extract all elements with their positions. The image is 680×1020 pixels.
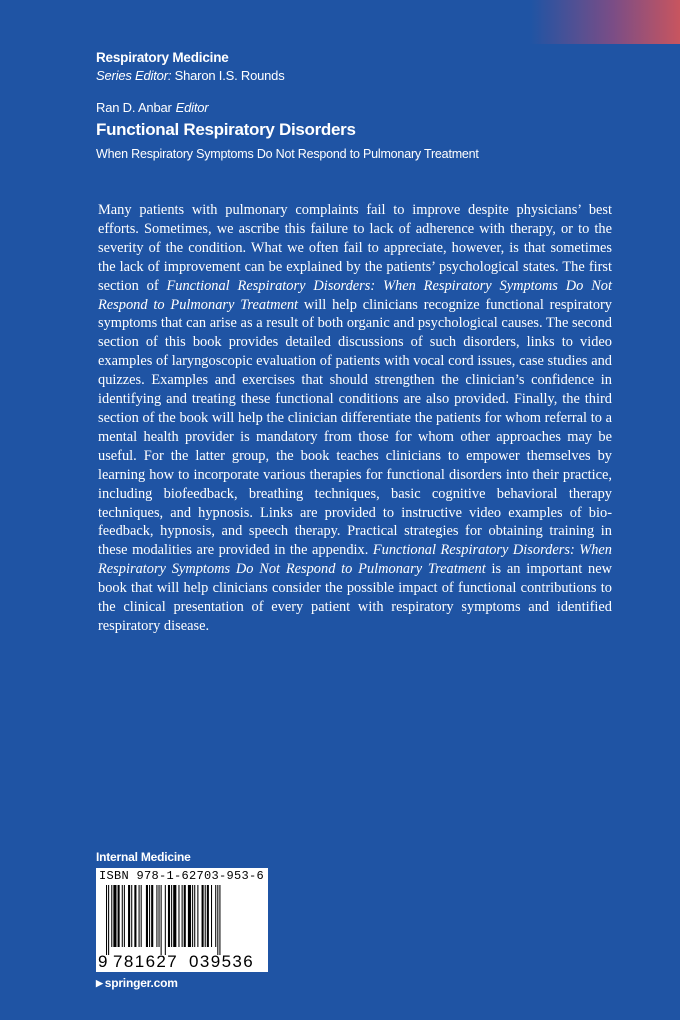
series-info bbox=[96, 50, 285, 83]
book-subtitle: When Respiratory Symptoms Do Not Respond to Pulmonary Treatment bbox=[96, 147, 479, 161]
book-editor-name: Ran D. Anbar bbox=[96, 100, 172, 115]
ean-first-digit: 9 bbox=[98, 952, 108, 971]
description-text-part2: will help clinicians recognize functional respiratory symptoms that can arise as a result of both organic and psychological causes. The second section of this book provides detailed discussions of such disorders, links to video examples of laryngoscopic evaluation of patients with vocal cord issues, case studies and quizzes. Examples and exercises that should strengthen the clinician’s confidence in identifying and treating these functional conditions are also provided. Finally, the third section of the book will help the clinician differentiate the patients for whom referral to a mental health provider is mandatory from those for whom other approaches may be useful. For the latter group, the book teaches clinicians to empower themselves by learning how to incorporate various therapies for functional disorders into their practice, including biofeedback, breathing techniques, basic cognitive behavioral therapy techniques, and hypnosis. Links are provided to instructive video examples of biofeedback, hypnosis, and speech therapy. Practical strategies for obtaining training in these modalities are provided in the appendix. bbox=[98, 296, 613, 559]
isbn-number: ISBN 978-1-62703-953-6 bbox=[99, 869, 265, 883]
book-title: Functional Respiratory Disorders bbox=[96, 120, 356, 139]
corner-color-accent bbox=[530, 0, 680, 44]
publisher-link-text: springer.com bbox=[104, 976, 178, 990]
subject-category: Internal Medicine bbox=[96, 850, 191, 864]
barcode-bars bbox=[106, 885, 258, 955]
ean-digits bbox=[96, 952, 268, 972]
series-editor-line bbox=[96, 68, 285, 83]
series-editor-name: Sharon I.S. Rounds bbox=[174, 68, 285, 83]
barcode bbox=[96, 868, 268, 972]
book-description bbox=[98, 201, 612, 636]
publisher-link[interactable] bbox=[96, 976, 178, 990]
arrow-right-icon: ▶ bbox=[96, 978, 103, 988]
ean-right-group: 039536 bbox=[189, 952, 255, 971]
book-editor-line bbox=[96, 100, 479, 115]
book-info bbox=[96, 100, 479, 161]
series-title: Respiratory Medicine bbox=[96, 50, 229, 65]
description-italic-title-1: Functional Respiratory Disorders: When Respiratory Symptoms Do Not Respond to Pulmonary Treatment bbox=[98, 277, 612, 313]
book-editor-role: Editor bbox=[175, 100, 209, 115]
description-text-part1: Many patients with pulmonary complaints fail to improve despite physicians’ best efforts. Sometimes, we ascribe this failure to lack of adherence with therapy, or to the severity of the condition. What we often fail to appreciate, however, is that sometimes the lack of improvement can be explained by the patients’ psychological states. The first section of bbox=[98, 202, 612, 294]
ean-left-group: 781627 bbox=[113, 952, 179, 971]
description-text-part3: is an important new book that will help clinicians consider the possible impact of functional contributions to the clinical presentation of every patient with respiratory symptoms and identified respiratory disease. bbox=[98, 561, 612, 634]
series-editor-label: Series Editor: bbox=[96, 68, 172, 83]
description-italic-title-2: Functional Respiratory Disorders: When Respiratory Symptoms Do Not Respond to Pulmonary Treatment bbox=[98, 542, 613, 578]
